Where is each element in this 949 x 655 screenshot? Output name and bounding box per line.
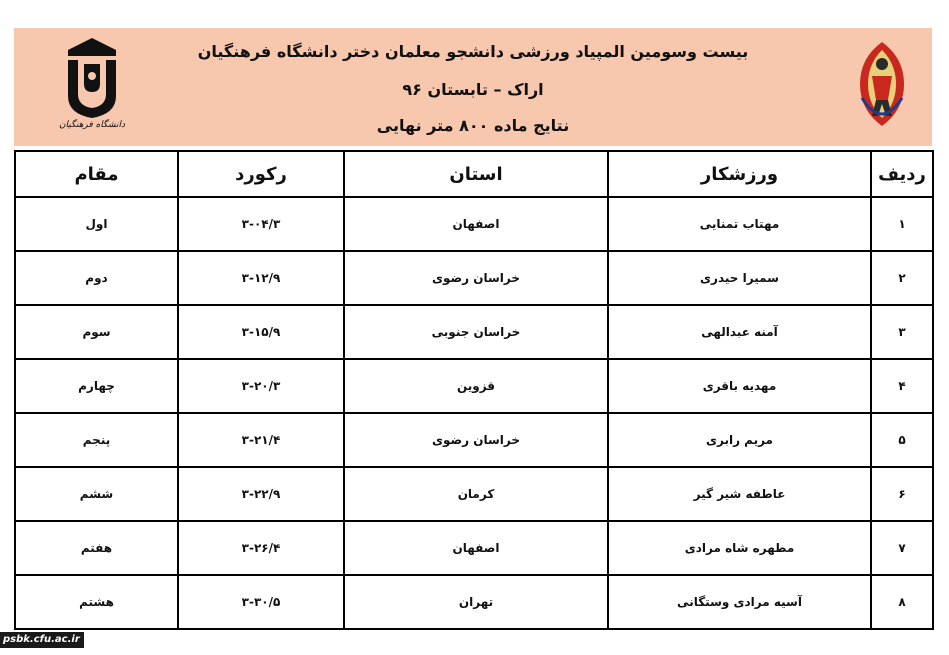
cell-record: ۳-۲۰/۳ [178,359,344,413]
cell-record: ۳-۲۶/۴ [178,521,344,575]
watermark-url: psbk.cfu.ac.ir [0,632,84,648]
cell-province: کرمان [344,467,608,521]
cell-place: هفتم [15,521,178,575]
cell-province: خراسان رضوی [344,413,608,467]
column-header-record: رکورد [178,151,344,197]
cell-place: سوم [15,305,178,359]
table-header-row [15,151,933,197]
cell-rank: ۲ [871,251,933,305]
table-row [15,467,933,521]
cell-record: ۳-۳۰/۵ [178,575,344,629]
title-line-1: بیست وسومین المپیاد ورزشی دانشجو معلمان دختر دانشگاه فرهنگیان [197,42,749,61]
table-row [15,521,933,575]
table-row [15,251,933,305]
cell-record: ۳-۱۲/۹ [178,251,344,305]
cell-record: ۳-۰۴/۳ [178,197,344,251]
cell-place: اول [15,197,178,251]
header-banner [14,28,932,146]
cell-athlete: مهتاب تمنایی [608,197,871,251]
table-row [15,575,933,629]
title-line-3: نتایج ماده ۸۰۰ متر نهایی [376,116,570,135]
cell-athlete: مریم رابری [608,413,871,467]
cell-athlete: آمنه عبدالهی [608,305,871,359]
cell-rank: ۳ [871,305,933,359]
olympiad-emblem-icon [852,38,912,130]
cell-province: اصفهان [344,521,608,575]
table-row [15,359,933,413]
cell-province: قزوین [344,359,608,413]
cell-place: دوم [15,251,178,305]
farhangian-university-logo [54,34,130,138]
cell-place: ششم [15,467,178,521]
cell-athlete: مهدیه باقری [608,359,871,413]
cell-rank: ۱ [871,197,933,251]
cell-place: پنجم [15,413,178,467]
cell-athlete: آسیه مرادی وستگانی [608,575,871,629]
logo-caption: دانشگاه فرهنگیان [58,120,126,130]
cell-rank: ۵ [871,413,933,467]
cell-rank: ۴ [871,359,933,413]
cell-record: ۳-۲۱/۴ [178,413,344,467]
cell-province: خراسان رضوی [344,251,608,305]
column-header-rank: ردیف [871,151,933,197]
table-row [15,197,933,251]
results-table [14,150,934,630]
cell-athlete: عاطفه شیر گیر [608,467,871,521]
column-header-province: استان [344,151,608,197]
cell-place: هشتم [15,575,178,629]
cell-province: اصفهان [344,197,608,251]
cell-athlete: مطهره شاه مرادی [608,521,871,575]
cell-record: ۳-۲۲/۹ [178,467,344,521]
cell-rank: ۶ [871,467,933,521]
table-row [15,413,933,467]
column-header-athlete: ورزشکار [608,151,871,197]
cell-province: خراسان جنوبی [344,305,608,359]
cell-record: ۳-۱۵/۹ [178,305,344,359]
table-row [15,305,933,359]
title-line-2: اراک – تابستان ۹۶ [402,80,544,99]
cell-athlete: سمیرا حیدری [608,251,871,305]
cell-province: تهران [344,575,608,629]
cell-place: چهارم [15,359,178,413]
cell-rank: ۸ [871,575,933,629]
column-header-place: مقام [15,151,178,197]
cell-rank: ۷ [871,521,933,575]
